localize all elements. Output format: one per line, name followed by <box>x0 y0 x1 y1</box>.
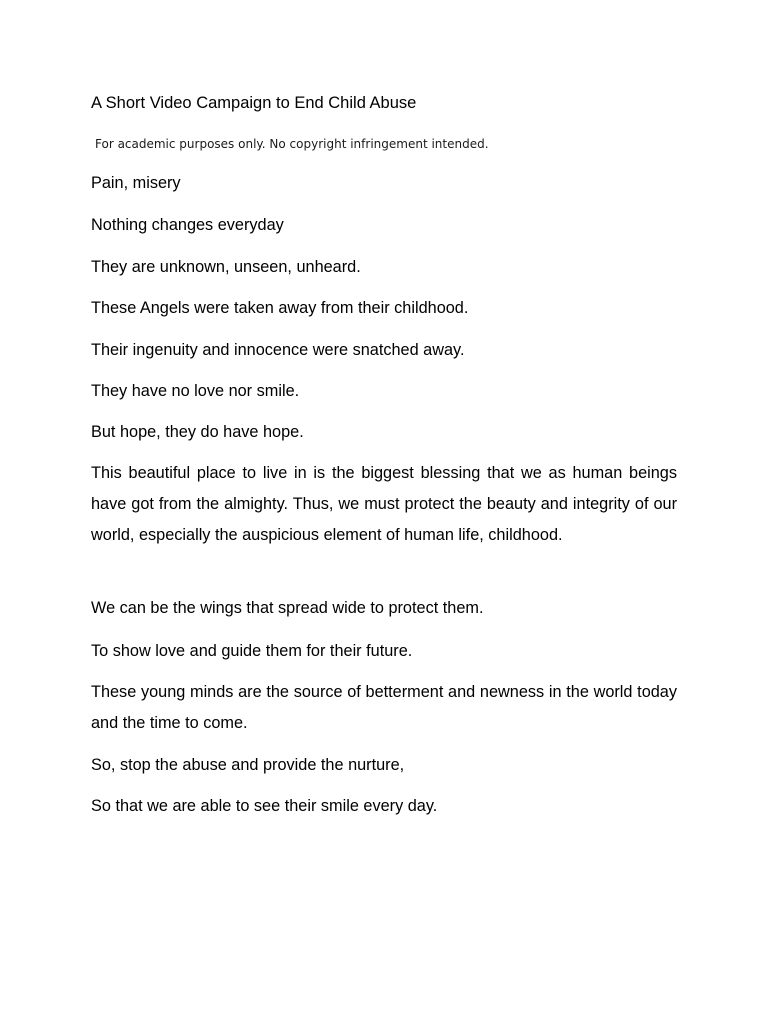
paragraph-blessing: This beautiful place to live in is the biggest blessing that we as human beings have got from the almighty. Thus, we must protect the beauty and integrity of our world, especially the auspicious element of human life, childhood. <box>91 464 677 544</box>
line-stop-abuse: So, stop the abuse and provide the nurture, <box>91 756 405 774</box>
line-unknown-unseen: They are unknown, unseen, unheard. <box>91 258 361 276</box>
line-hope: But hope, they do have hope. <box>91 423 304 441</box>
line-ingenuity-innocence: Their ingenuity and innocence were snatched away. <box>91 341 465 359</box>
line-nothing-changes: Nothing changes everyday <box>91 216 284 234</box>
disclaimer-note: For academic purposes only. No copyright infringement intended. <box>95 137 489 151</box>
line-pain-misery: Pain, misery <box>91 174 181 192</box>
line-no-love: They have no love nor smile. <box>91 382 300 400</box>
document-title: A Short Video Campaign to End Child Abuse <box>91 94 417 112</box>
paragraph-young-minds: These young minds are the source of betterment and newness in the world today and the time to come. <box>91 683 677 732</box>
line-wings: We can be the wings that spread wide to protect them. <box>91 599 484 617</box>
line-show-love: To show love and guide them for their future. <box>91 642 413 660</box>
line-angels-taken: These Angels were taken away from their childhood. <box>91 299 469 317</box>
line-see-smile: So that we are able to see their smile every day. <box>91 797 438 815</box>
